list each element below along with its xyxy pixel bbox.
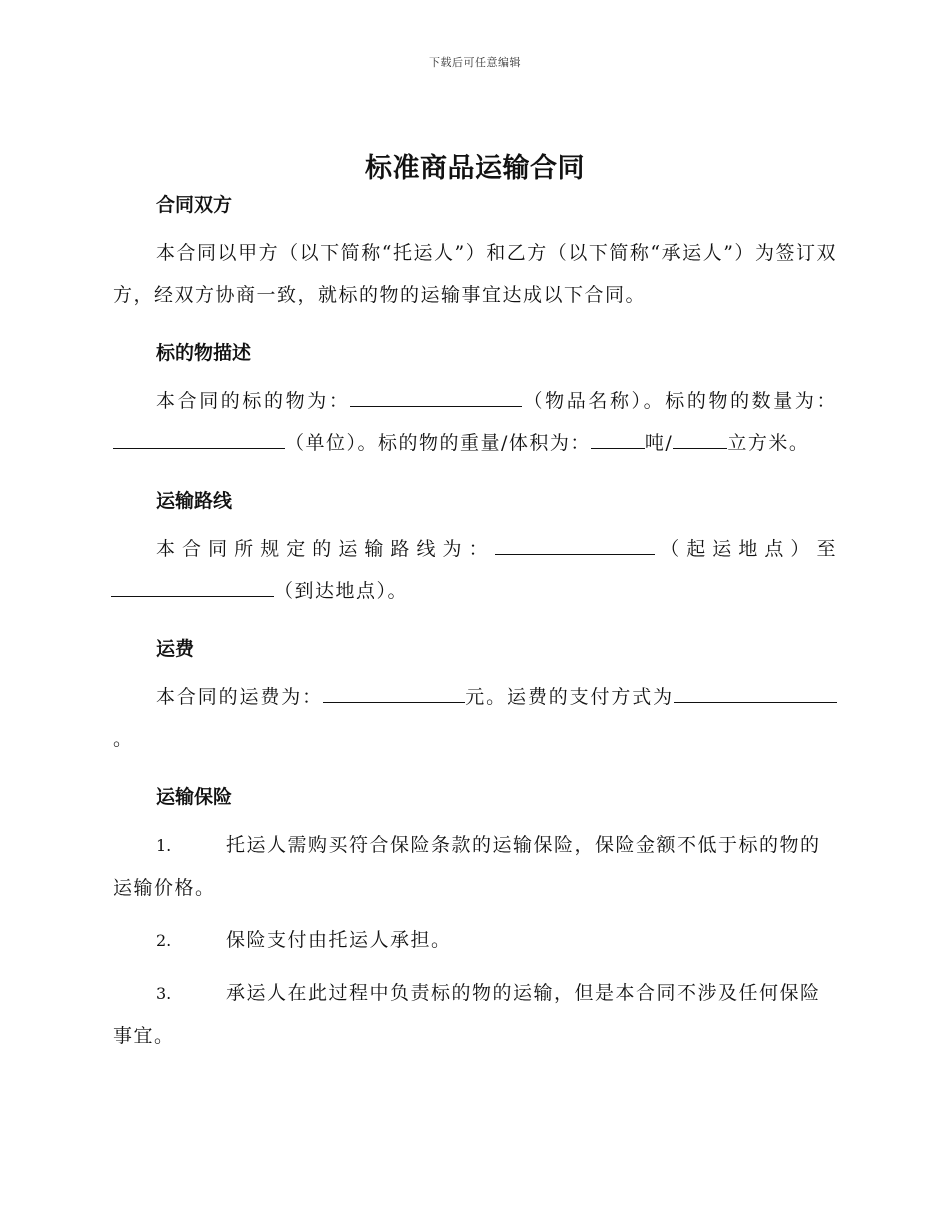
- fee-text-1: 本合同的运费为：: [156, 686, 323, 708]
- goods-quantity-blank[interactable]: [113, 426, 285, 449]
- insurance-item-number: 2.: [156, 931, 172, 950]
- section-heading-route: 运输路线: [156, 490, 233, 512]
- section-heading-parties: 合同双方: [156, 194, 233, 216]
- insurance-item-number: 3.: [156, 984, 172, 1003]
- goods-weight-blank[interactable]: [591, 426, 645, 449]
- insurance-item: [113, 972, 837, 1057]
- goods-text-1: 本合同的标的物为：: [156, 390, 351, 412]
- goods-paragraph: [113, 380, 837, 464]
- route-paragraph: [113, 528, 837, 612]
- document-body: [113, 190, 837, 1057]
- route-origin-blank[interactable]: [495, 532, 655, 555]
- route-text-3: （到达地点）。: [274, 580, 409, 602]
- section-heading-fee: 运费: [156, 638, 195, 660]
- route-destination-blank[interactable]: [111, 574, 274, 597]
- insurance-item-text: 托运人需购买符合保险条款的运输保险，保险金额不低于标的物的运输价格。: [113, 834, 821, 899]
- route-text-1: 本合同所规定的运输路线为：: [156, 538, 495, 560]
- fee-text-3: 。: [113, 728, 134, 750]
- section-heading-goods: 标的物描述: [156, 342, 252, 364]
- insurance-item: [113, 919, 837, 962]
- goods-text-2: （物品名称）。标的物的数量为：: [522, 390, 837, 412]
- goods-text-4: 吨/: [644, 432, 674, 454]
- fee-amount-blank[interactable]: [323, 680, 465, 703]
- goods-text-5: 立方米。: [727, 432, 810, 454]
- insurance-item-text: 保险支付由托运人承担。: [226, 929, 452, 951]
- goods-volume-blank[interactable]: [673, 426, 727, 449]
- route-text-2: （起运地点）至: [654, 538, 837, 560]
- section-heading-insurance: 运输保险: [156, 786, 233, 808]
- header-note: 下载后可任意编辑: [429, 56, 521, 69]
- insurance-item: [113, 824, 837, 909]
- insurance-item-number: 1.: [156, 836, 172, 855]
- parties-paragraph: 本合同以甲方（以下简称“托运人”）和乙方（以下简称“承运人”）为签订双方，经双方协商一致，就标的物的运输事宜达成以下合同。: [113, 242, 837, 306]
- fee-text-2: 元。运费的支付方式为: [464, 686, 674, 708]
- document-title: 标准商品运输合同: [365, 153, 585, 184]
- goods-text-3: （单位）。标的物的重量/体积为：: [285, 432, 591, 454]
- insurance-item-text: 承运人在此过程中负责标的物的运输，但是本合同不涉及任何保险事宜。: [113, 982, 821, 1047]
- goods-name-blank[interactable]: [350, 384, 522, 407]
- fee-paragraph: [113, 676, 837, 760]
- fee-payment-method-blank[interactable]: [674, 680, 837, 703]
